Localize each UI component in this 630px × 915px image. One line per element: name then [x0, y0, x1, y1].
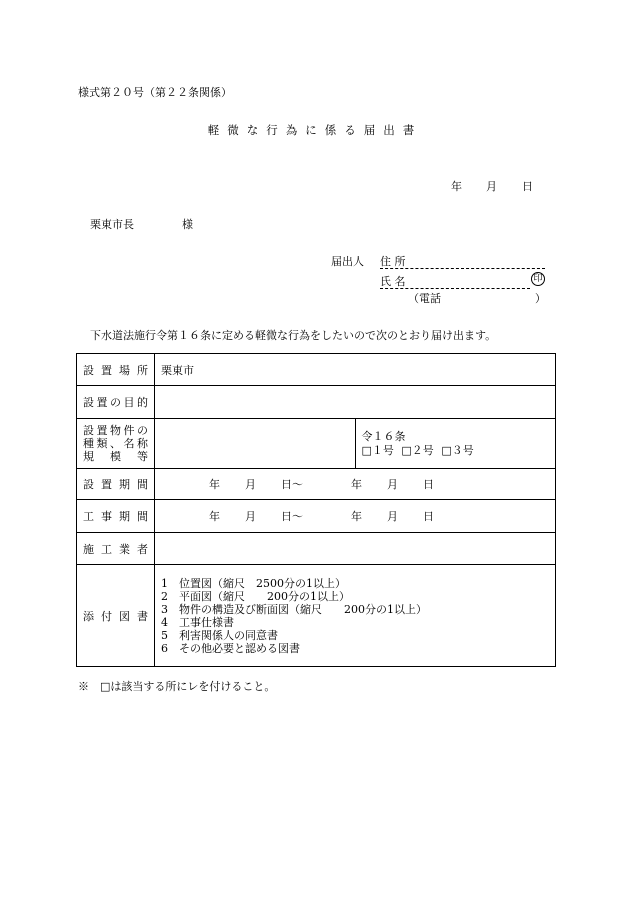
construction-period-value[interactable] [155, 500, 556, 533]
label-char: 付 [101, 609, 112, 623]
install-period-label-text [83, 476, 148, 492]
install-from-month: 月 [245, 478, 256, 491]
label-char: 的 [137, 396, 148, 409]
construction-to-day: 日 [423, 510, 434, 523]
attachment-item: 4 工事仕様書 [161, 615, 234, 629]
construction-to-month: 月 [387, 510, 398, 523]
row-install-period [77, 469, 556, 500]
option-1[interactable]: □１号 [361, 443, 394, 457]
name-label: 氏 名 [380, 275, 406, 288]
label-char: 置 [101, 478, 112, 491]
object-label [77, 419, 155, 469]
label-char: 工 [101, 542, 112, 556]
label-char: 模 [110, 450, 121, 463]
object-label-line-1 [83, 424, 148, 437]
object-label-line-2 [83, 437, 148, 450]
construction-from-month: 月 [245, 510, 256, 523]
install-period-value[interactable] [155, 469, 556, 500]
label-char: 施 [83, 542, 94, 556]
attachment-item: 5 利害関係人の同意書 [161, 628, 278, 642]
article-label: 令１６条 [361, 429, 406, 443]
location-label [77, 354, 155, 386]
contractor-value[interactable] [155, 533, 556, 565]
construction-to-year: 年 [351, 510, 362, 523]
attachment-item: 6 その他必要と認める図書 [161, 641, 300, 655]
label-char: 間 [137, 478, 148, 491]
location-value[interactable]: 栗東市 [155, 354, 556, 386]
contractor-label-text [83, 541, 148, 557]
label-char: 件 [123, 424, 135, 437]
label-char: 所 [137, 363, 148, 377]
object-value[interactable] [155, 419, 356, 469]
document-title: 軽微な行為に係る届出書 [207, 123, 423, 137]
addressee-name: 栗東市長 [90, 218, 134, 231]
label-char: 置 [96, 396, 108, 409]
form-number: 様式第２０号（第２２条関係） [78, 86, 232, 99]
seal-mark: 印 [531, 272, 545, 286]
install-to-day: 日 [423, 478, 434, 491]
article-cell [355, 419, 556, 469]
attachment-item: 1 位置図（縮尺 2500分の1以上） [161, 576, 346, 590]
install-from-day: 日〜 [281, 478, 303, 491]
intro-text: 下水道法施行令第１６条に定める軽微な行為をしたいので次のとおり届け出ます。 [90, 329, 497, 342]
name-field[interactable] [380, 288, 530, 289]
applicant-label: 届出人 [331, 255, 364, 268]
label-char: 添 [83, 609, 94, 623]
option-2[interactable]: □２号 [401, 443, 434, 457]
row-purpose [77, 386, 556, 419]
label-char: 置 [101, 363, 112, 377]
article-options [362, 444, 550, 458]
construction-from-day: 日〜 [281, 510, 303, 523]
label-char: 名 [123, 437, 135, 450]
label-char: 事 [101, 510, 112, 523]
label-char: 等 [137, 450, 148, 463]
install-to-month: 月 [387, 478, 398, 491]
attachments-label [77, 565, 155, 667]
date-day: 日 [522, 180, 533, 193]
purpose-label [77, 386, 155, 419]
label-char: 期 [119, 478, 130, 491]
attachment-item: 2 平面図（縮尺 200分の1以上） [161, 589, 350, 603]
label-char: 者 [137, 542, 148, 556]
label-char: 間 [137, 510, 148, 523]
attachment-item: 3 物件の構造及び断面図（縮尺 200分の1以上） [161, 602, 427, 616]
label-char: 設 [83, 363, 94, 377]
phone-close: ） [535, 292, 546, 305]
label-char: 置 [96, 424, 108, 437]
purpose-value[interactable] [155, 386, 556, 419]
label-char: 目 [123, 396, 135, 409]
install-to-year: 年 [351, 478, 362, 491]
label-char: 業 [119, 542, 130, 556]
attachments-list [155, 565, 556, 667]
contractor-label [77, 533, 155, 565]
construction-period-label [77, 500, 155, 533]
construction-from-year: 年 [209, 510, 220, 523]
option-3[interactable]: □３号 [441, 443, 474, 457]
purpose-label-text [83, 394, 148, 410]
label-char: 規 [83, 450, 94, 463]
row-contractor [77, 533, 556, 565]
label-char: 設 [83, 396, 94, 409]
row-location [77, 354, 556, 386]
label-char: 設 [83, 424, 94, 437]
label-char: 場 [119, 363, 130, 377]
footnote: ※ □は該当する所にレを付けること。 [78, 680, 276, 693]
attachments-label-text [83, 608, 148, 624]
install-from-year: 年 [209, 478, 220, 491]
row-attachments [77, 565, 556, 667]
row-construction-period [77, 500, 556, 533]
label-char: 称 [137, 437, 148, 450]
label-char: の [110, 396, 121, 409]
label-char: 、 [110, 437, 121, 450]
location-label-text [83, 362, 148, 378]
row-object [77, 419, 556, 469]
address-field[interactable] [380, 268, 545, 269]
construction-period-label-text [83, 508, 148, 524]
install-period-label [77, 469, 155, 500]
label-char: 類 [96, 437, 108, 450]
label-char: 工 [83, 510, 94, 523]
phone-label: （電話 [408, 292, 441, 305]
address-label: 住 所 [380, 255, 406, 268]
label-char: 物 [110, 424, 121, 437]
label-char: 設 [83, 478, 94, 491]
label-char: 書 [137, 609, 148, 623]
date-year: 年 [451, 180, 462, 193]
object-label-line-3 [83, 450, 148, 463]
notification-table [76, 353, 556, 667]
label-char: の [137, 424, 148, 437]
label-char: 期 [119, 510, 130, 523]
label-char: 種 [83, 437, 94, 450]
addressee-honorific: 様 [182, 218, 193, 231]
date-month: 月 [486, 180, 497, 193]
label-char: 図 [119, 609, 130, 623]
